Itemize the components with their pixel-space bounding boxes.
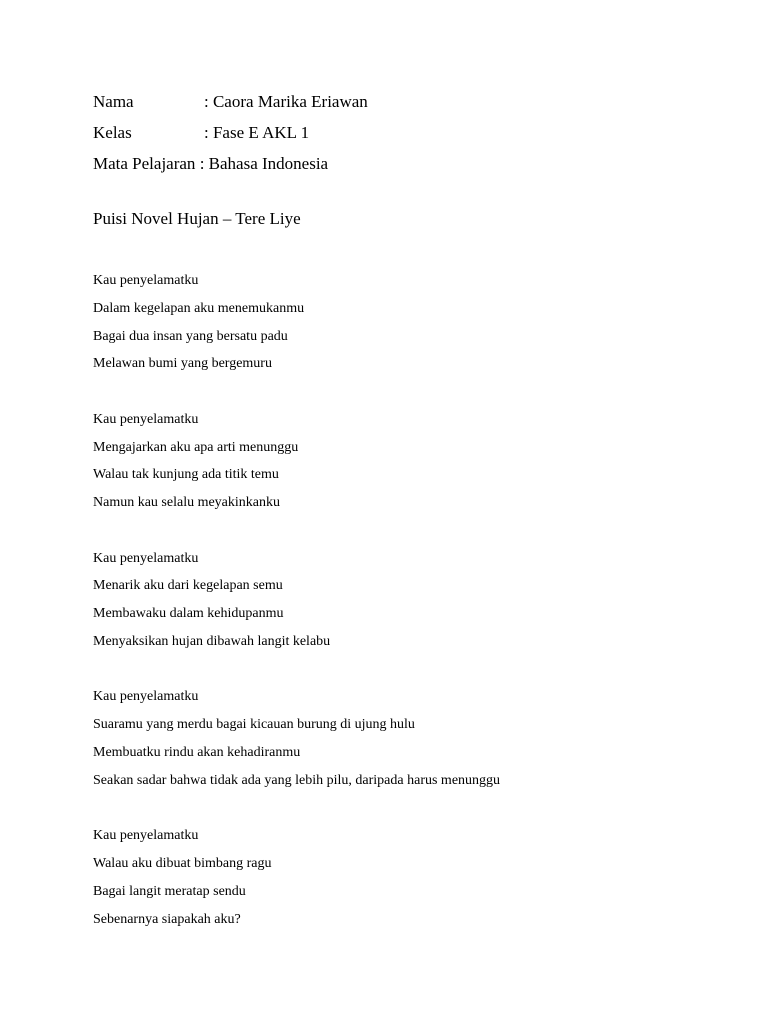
poem — [93, 267, 500, 961]
info-label: Kelas — [93, 122, 132, 142]
poem-line: Kau penyelamatku — [93, 550, 199, 566]
poem-line: Menyaksikan hujan dibawah langit kelabu — [93, 633, 331, 649]
poem-line: Walau aku dibuat bimbang ragu — [93, 855, 272, 871]
poem-line: Kau penyelamatku — [93, 273, 199, 288]
stanza — [93, 406, 500, 517]
info-row-mata-pelajaran — [93, 148, 368, 179]
info-label: Nama — [93, 91, 134, 111]
info-row-kelas — [93, 117, 368, 148]
stanza — [93, 683, 500, 794]
poem-line: Dalam kegelapan aku menemukanmu — [93, 300, 305, 316]
poem-line: Walau tak kunjung ada titik temu — [93, 467, 279, 483]
poem-line: Kau penyelamatku — [93, 828, 199, 844]
poem-line: Sebenarnya siapakah aku? — [93, 911, 241, 927]
student-info — [93, 86, 368, 179]
poem-line: Membawaku dalam kehidupanmu — [93, 606, 284, 622]
poem-line: Menarik aku dari kegelapan semu — [93, 578, 283, 594]
poem-line: Bagai langit meratap sendu — [93, 883, 246, 899]
poem-line: Bagai dua insan yang bersatu padu — [93, 328, 288, 344]
stanza — [93, 267, 500, 378]
info-label: Mata Pelajaran — [93, 153, 196, 173]
info-value: : Caora Marika Eriawan — [204, 91, 368, 111]
stanza — [93, 822, 500, 933]
poem-line: Mengajarkan aku apa arti menunggu — [93, 439, 299, 455]
poem-line: Kau penyelamatku — [93, 689, 199, 705]
poem-line: Melawan bumi yang bergemuru — [93, 356, 272, 372]
poem-line: Membuatku rindu akan kehadiranmu — [93, 744, 301, 760]
poem-line: Suaramu yang merdu bagai kicauan burung di ujung hulu — [93, 717, 415, 733]
poem-line: Seakan sadar bahwa tidak ada yang lebih pilu, daripada harus menunggu — [93, 772, 501, 788]
document-title: Puisi Novel Hujan – Tere Liye — [93, 209, 301, 228]
poem-line: Kau penyelamatku — [93, 411, 199, 427]
poem-line: Namun kau selalu meyakinkanku — [93, 495, 281, 511]
stanza — [93, 545, 500, 656]
info-value: : Bahasa Indonesia — [199, 153, 329, 173]
info-value: : Fase E AKL 1 — [204, 122, 310, 142]
info-row-nama — [93, 86, 368, 117]
